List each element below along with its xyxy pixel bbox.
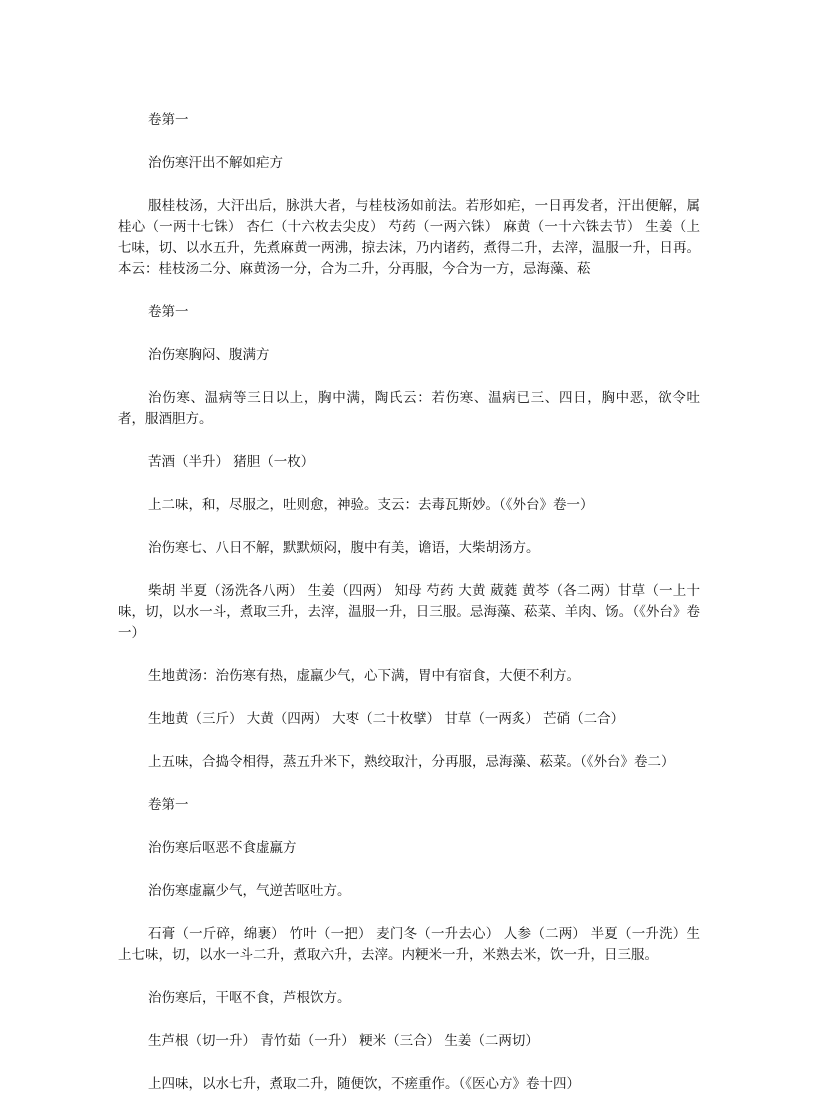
volume-heading: 卷第一: [148, 304, 189, 320]
prescription-line: 柴胡 半夏（汤洗各八两） 生姜（四两） 知母 芍药 大黄 葳蕤 黄芩（各二两）甘草（一上十味，切，以水一斗，煮取三升，去滓，温服一升，日三服。忌海藻、菘菜、羊肉、饧。（《外台》卷一）: [118, 583, 700, 641]
prescription-line: 生芦根（切一升） 青竹茹（一升） 粳米（三合） 生姜（二两切）: [148, 1033, 539, 1049]
body-paragraph: 治伤寒、温病等三日以上，胸中满，陶氏云：若伤寒、温病已三、四日，胸中恶，欲令吐者，服酒胆方。: [118, 390, 700, 427]
body-paragraph: 上四味，以水七升，煮取二升，随便饮，不瘥重作。（《医心方》卷十四）: [148, 1076, 580, 1092]
body-paragraph: 生地黄汤：治伤寒有热，虚羸少气，心下满，胃中有宿食，大便不利方。: [148, 668, 580, 684]
prescription-line: 苦酒（半升） 猪胆（一枚）: [148, 454, 315, 470]
body-paragraph: 治伤寒后，干呕不食，芦根饮方。: [148, 990, 351, 1006]
section-title: 治伤寒胸闷、腹满方: [148, 347, 270, 363]
section-title: 治伤寒汗出不解如疟方: [148, 155, 283, 171]
body-paragraph: 上二味，和，尽服之，吐则愈，神验。支云：去毒瓦斯妙。（《外台》卷一）: [148, 497, 594, 513]
volume-heading: 卷第一: [148, 112, 189, 128]
section-title: 治伤寒后呕恶不食虚羸方: [148, 840, 297, 856]
body-paragraph: 治伤寒虚羸少气，气逆苦呕吐方。: [148, 883, 351, 899]
document-page: [118, 110, 700, 1117]
prescription-line: 生地黄（三斤） 大黄（四两） 大枣（二十枚擘） 甘草（一两炙） 芒硝（二合）: [148, 711, 625, 727]
volume-heading: 卷第一: [148, 797, 189, 813]
prescription-line: 石膏（一斤碎，绵裹） 竹叶（一把） 麦门冬（一升去心） 人参（二两） 半夏（一升洗）生上七味，切，以水一斗二升，煮取六升，去滓。内粳米一升，米熟去米，饮一升，日三服。: [118, 926, 700, 963]
body-paragraph: 治伤寒七、八日不解，默默烦闷，腹中有美，谵语，大柴胡汤方。: [148, 540, 540, 556]
body-paragraph: 上五味，合捣令相得，蒸五升米下，熟绞取汁，分再服，忌海藻、菘菜。（《外台》卷二）: [148, 754, 675, 770]
body-paragraph: 服桂枝汤，大汗出后，脉洪大者，与桂枝汤如前法。若形如疟，一日再发者，汗出便解，属桂心（一两十七铢） 杏仁（十六枚去尖皮） 芍药（一两六铢） 麻黄（一十六铢去节） 生姜（上七味，切、以水五升，先煮麻黄一两沸，掠去沫，乃内诸药，煮得二升，去滓，温服一升，日再。本云：桂枝汤二分、麻黄汤一分，合为二升，分再服，今合为一方，忌海藻、菘: [118, 198, 700, 277]
